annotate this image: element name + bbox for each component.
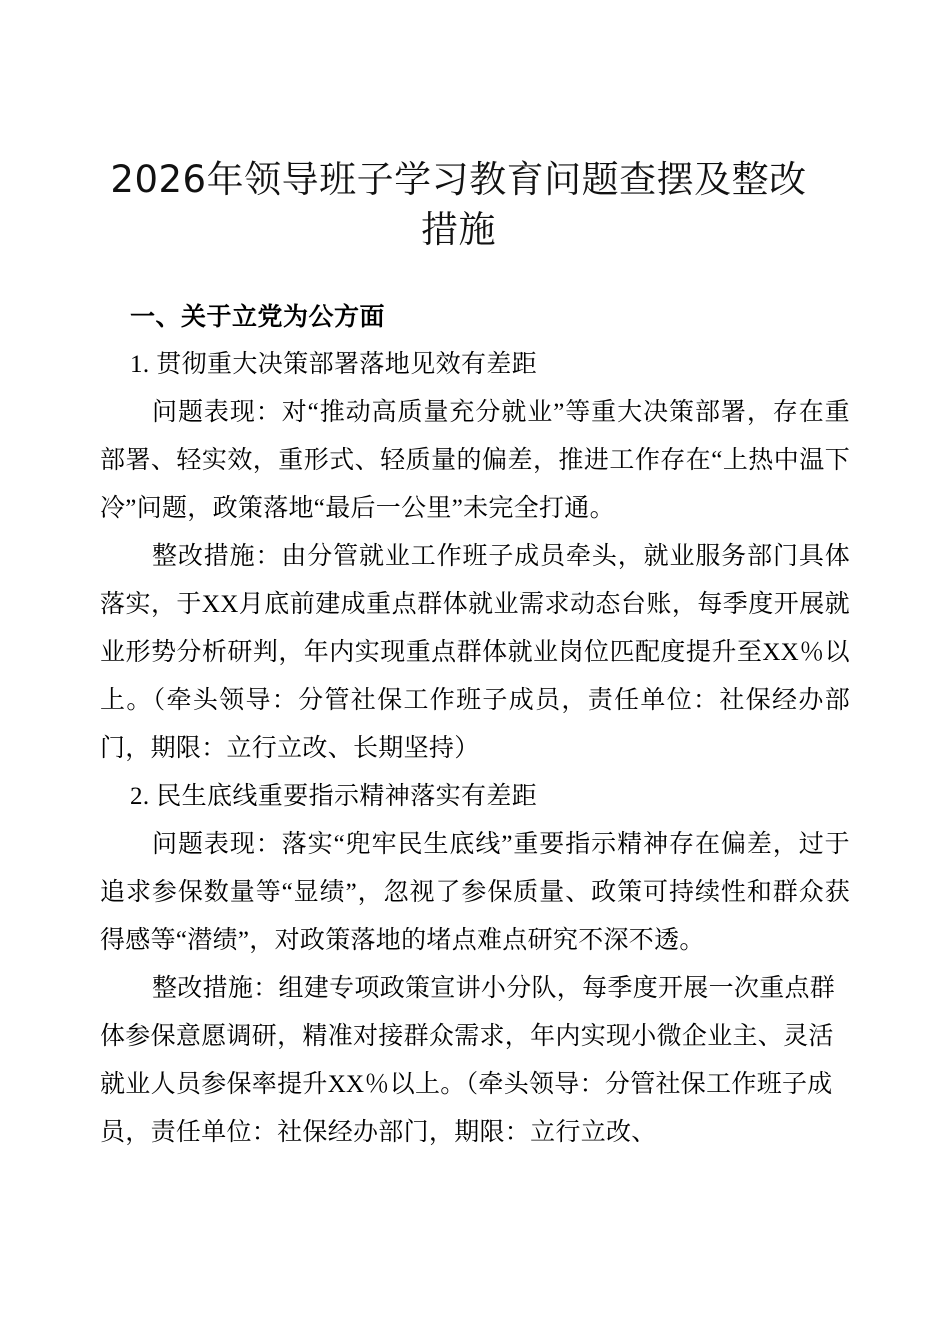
problem-paragraph-1: 问题表现：对“推动高质量充分就业”等重大决策部署，存在重部署、轻实效，重形式、轻质量的偏差，推进工作存在“上热中温下冷”问题，政策落地“最后一公里”未完全打通。 [100,399,850,522]
title-spacer [100,255,850,293]
sub-heading-item-1: 1. 贯彻重大决策部署落地见效有差距 [130,351,538,378]
measure-paragraph-1: 整改措施：由分管就业工作班子成员牵头，就业服务部门具体落实，于XX月底前建成重点群体就业需求动态台账，每季度开展就业形势分析研判，年内实现重点群体就业岗位匹配度提升至XX％以上。（牵头领导：分管社保工作班子成员，责任单位：社保经办部门，期限：立行立改、长期坚持） [100,543,850,762]
problem-paragraph-2: 问题表现：落实“兜牢民生底线”重要指示精神存在偏差，过于追求参保数量等“显绩”，忽视了参保质量、政策可持续性和群众获得感等“潜绩”，对政策落地的堵点难点研究不深不透。 [100,831,850,954]
sub-heading-item-2: 2. 民生底线重要指示精神落实有差距 [130,783,538,810]
measure-paragraph-2: 整改措施：组建专项政策宣讲小分队，每季度开展一次重点群体参保意愿调研，精准对接群众需求，年内实现小微企业主、灵活就业人员参保率提升XX％以上。（牵头领导：分管社保工作班子成员，责任单位：社保经办部门，期限：立行立改、 [100,975,836,1146]
section-heading-1: 一、关于立党为公方面 [130,302,386,331]
page-title: 2026年领导班子学习教育问题查摆及整改措施 [110,158,807,251]
